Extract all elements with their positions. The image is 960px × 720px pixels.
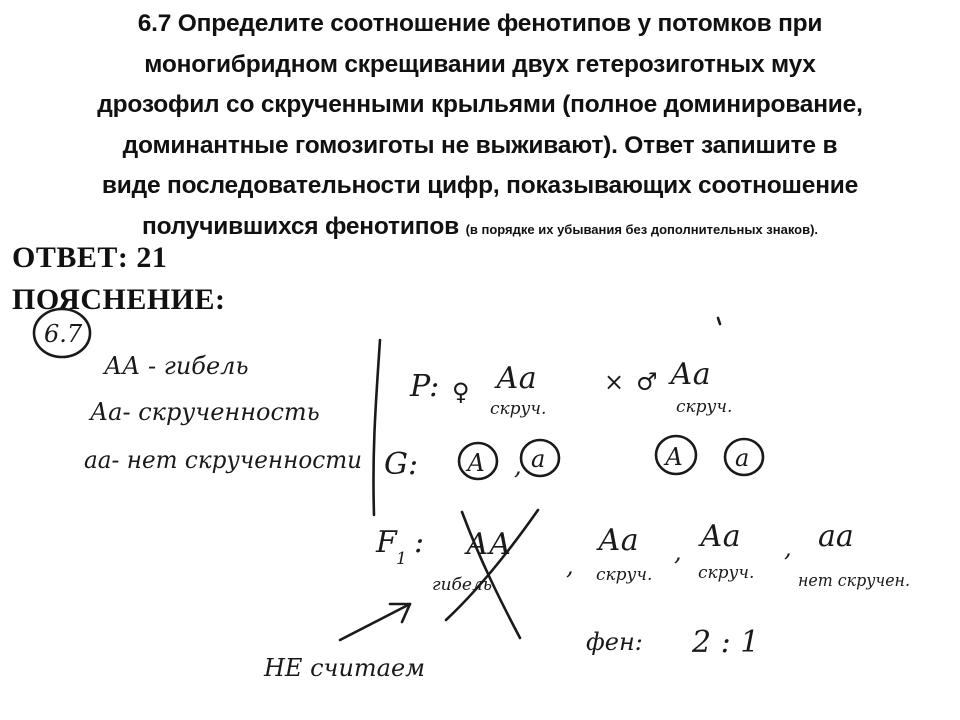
offspring-separator: , (784, 534, 792, 562)
gamete-a-2: а (735, 444, 750, 472)
gamete-A-1: А (467, 449, 486, 477)
gamete-A-2: А (665, 443, 684, 471)
offspring-separator: , (566, 552, 574, 580)
offspring-phenotype: нет скручен. (798, 571, 910, 591)
offspring-genotype: АА (466, 527, 512, 562)
offspring-phenotype: гибель (432, 575, 493, 595)
f1-label: F (376, 525, 397, 560)
question-line-main: получившихся фенотипов (141, 212, 459, 240)
vertical-separator (373, 340, 380, 515)
legend-AA: АА - гибель (104, 352, 249, 380)
gamete-separator: , (514, 452, 522, 480)
offspring-genotype: Аа (700, 519, 741, 554)
phenotype-ratio-label: фен: (586, 628, 643, 656)
phenotype-ratio: 2 : 1 (692, 625, 760, 660)
offspring-genotype: аа (818, 519, 854, 554)
gametes-label: G: (384, 447, 419, 482)
arrow-line (340, 604, 410, 640)
legend-Aa: Аа- скрученность (90, 398, 320, 426)
answer-label: ОТВЕТ: 21 (12, 241, 168, 274)
offspring-phenotype: скруч. (596, 565, 653, 585)
question-note: (в порядке их убывания без дополнительных знаков). (465, 221, 819, 237)
parent2-genotype: Аа (670, 357, 711, 392)
not-counted-label: НЕ считаем (264, 654, 426, 682)
question-line: 6.7 Определите соотношение фенотипов у потомков при (137, 10, 823, 37)
cross-symbol: × (604, 368, 625, 396)
female-symbol: ♀ (452, 378, 470, 406)
parent1-phenotype: скруч. (490, 399, 547, 419)
question-line: доминантные гомозиготы не выживают). Ответ запишите в (122, 131, 838, 159)
gamete-a-1: а (531, 445, 546, 473)
male-symbol: ♂ (636, 368, 658, 396)
offspring-separator: , (674, 538, 682, 566)
explanation-title: ПОЯСНЕНИЕ: (12, 283, 226, 316)
question-line: дрозофил со скрученными крыльями (полное доминирование, (97, 91, 863, 118)
question-line: моногибридном скрещивании двух гетерозиготных мух (144, 50, 816, 78)
f1-subscript: 1 (396, 549, 407, 569)
question-line: виде последовательности цифр, показывающих соотношение (101, 172, 859, 199)
offspring-genotype: Аа (598, 523, 639, 558)
offspring-phenotype: скруч. (698, 563, 755, 583)
f1-colon: : (414, 525, 425, 560)
parent1-genotype: Аа (496, 361, 537, 396)
ink-dot (718, 318, 720, 324)
legend-aa: аа- нет скрученности (84, 446, 362, 474)
parent2-phenotype: скруч. (676, 397, 733, 417)
task-number: 6.7 (44, 320, 83, 348)
parents-label: P: (410, 369, 440, 404)
